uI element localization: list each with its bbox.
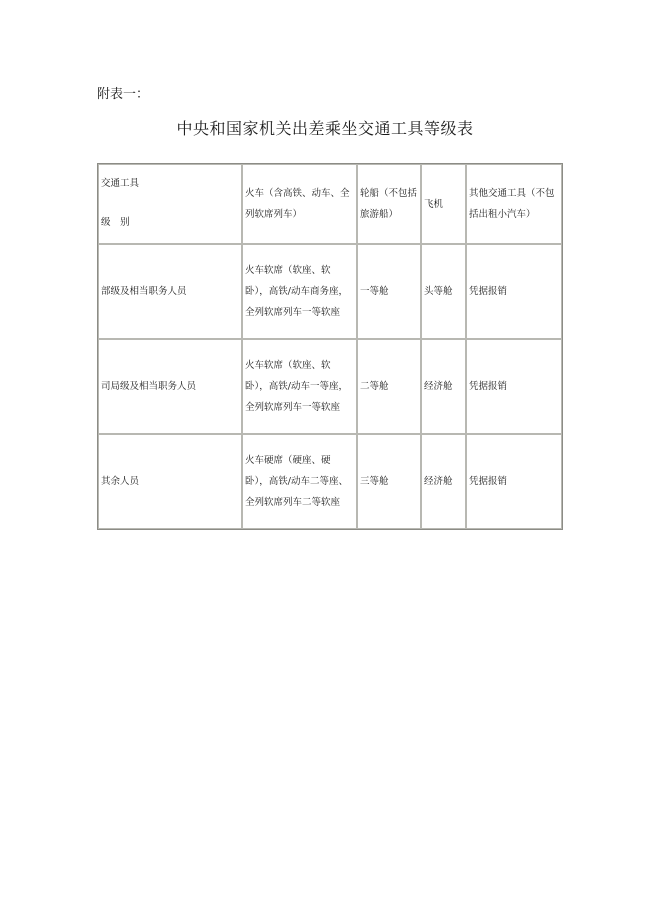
level-cell: 司局级及相当职务人员 xyxy=(98,339,242,434)
ship-cell: 三等舱 xyxy=(357,434,421,529)
train-cell: 火车软席（软座、软卧），高铁/动车一等座，全列软席列车一等软座 xyxy=(242,339,357,434)
plane-cell: 经济舱 xyxy=(421,339,466,434)
level-cell: 其余人员 xyxy=(98,434,242,529)
corner-header-level: 级 别 xyxy=(101,217,130,228)
corner-header-cell xyxy=(98,164,242,244)
header-plane: 飞机 xyxy=(421,164,466,244)
plane-cell: 头等舱 xyxy=(421,244,466,339)
train-cell: 火车软席（软座、软卧），高铁/动车商务座，全列软席列车一等软座 xyxy=(242,244,357,339)
page-title: 中央和国家机关出差乘坐交通工具等级表 xyxy=(176,119,474,138)
plane-cell: 经济舱 xyxy=(421,434,466,529)
table-row xyxy=(98,339,562,434)
table-row xyxy=(98,434,562,529)
corner-header-transport: 交通工具 xyxy=(101,178,140,189)
train-cell: 火车硬席（硬座、硬卧），高铁/动车二等座、全列软席列车二等软座 xyxy=(242,434,357,529)
level-cell: 部级及相当职务人员 xyxy=(98,244,242,339)
header-other: 其他交通工具（不包括出租小汽车） xyxy=(466,164,562,244)
ship-cell: 二等舱 xyxy=(357,339,421,434)
annex-label: 附表一： xyxy=(97,87,150,102)
header-ship: 轮船（不包括旅游船） xyxy=(357,164,421,244)
header-train: 火车（含高铁、动车、全列软席列车） xyxy=(242,164,357,244)
table-header-row xyxy=(98,164,562,244)
other-cell: 凭据报销 xyxy=(466,434,562,529)
other-cell: 凭据报销 xyxy=(466,339,562,434)
table-row xyxy=(98,244,562,339)
travel-grade-table xyxy=(97,163,563,530)
other-cell: 凭据报销 xyxy=(466,244,562,339)
ship-cell: 一等舱 xyxy=(357,244,421,339)
